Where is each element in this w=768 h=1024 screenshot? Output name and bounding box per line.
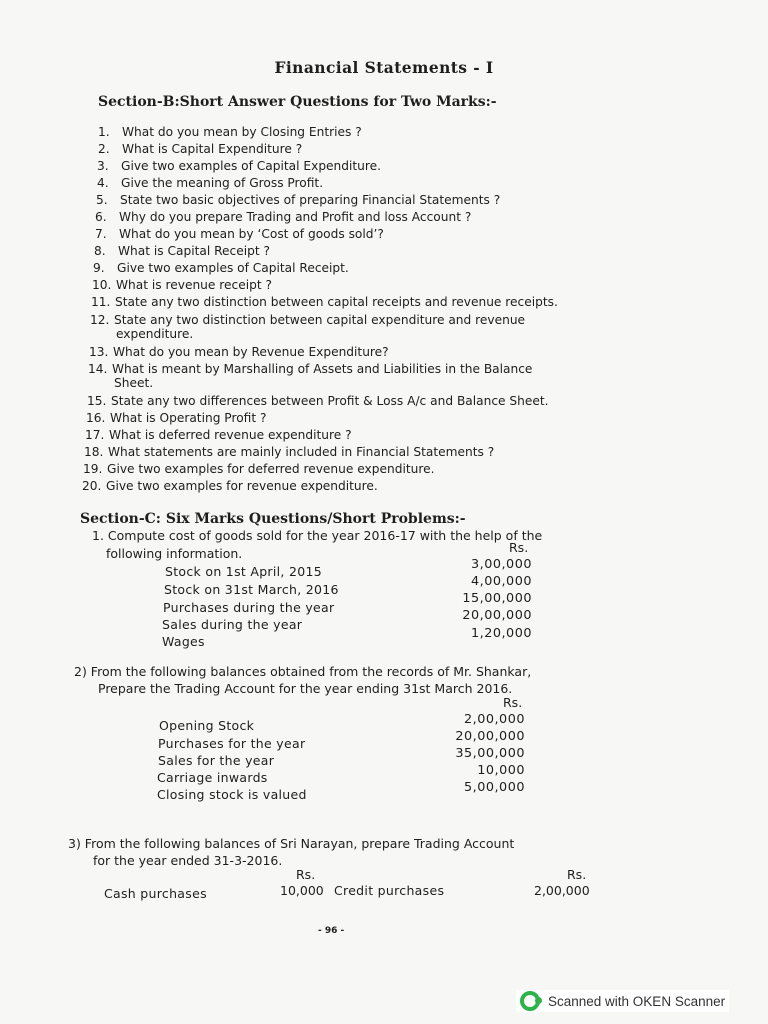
- item-label: Stock on 31st March, 2016: [164, 582, 339, 597]
- question-text: State any two distinction between capital receipts and revenue receipts.: [115, 295, 558, 309]
- page-number: - 96 -: [318, 926, 345, 936]
- question-text: What is meant by Marshalling of Assets and Liabilities in the Balance: [112, 362, 533, 376]
- question-text: Give two examples of Capital Receipt.: [117, 261, 349, 275]
- item-amount: 2,00,000: [464, 712, 525, 727]
- question-number: 20.: [82, 479, 102, 493]
- question-text: Give two examples for deferred revenue expenditure.: [107, 462, 435, 476]
- question-item: [97, 158, 381, 174]
- item-amount: 20,00,000: [462, 608, 532, 623]
- item-amount: 3,00,000: [471, 557, 532, 572]
- question-text: State two basic objectives of preparing Financial Statements ?: [120, 193, 501, 207]
- currency-header-right: Rs.: [567, 867, 587, 882]
- question-item: [90, 312, 525, 328]
- item-amount: 5,00,000: [464, 780, 525, 795]
- question-text: What is Operating Profit ?: [110, 411, 267, 425]
- question-number: 3.: [97, 159, 109, 173]
- question-number: 7.: [95, 227, 107, 241]
- question-number: 6.: [95, 210, 107, 224]
- question-number: 1.: [98, 125, 110, 139]
- currency-header-left: Rs.: [296, 867, 316, 882]
- item-label: Stock on 1st April, 2015: [165, 564, 322, 579]
- question-item: [87, 393, 549, 409]
- item-amount: 15,00,000: [462, 591, 532, 606]
- question-number: 13.: [89, 345, 109, 359]
- problem-statement-cont: for the year ended 31-3-2016.: [93, 853, 283, 868]
- question-item: [95, 226, 384, 242]
- question-text: State any two differences between Profit & Loss A/c and Balance Sheet.: [111, 394, 549, 408]
- watermark-text: Scanned with OKEN Scanner: [548, 993, 726, 1009]
- question-item: [86, 410, 266, 426]
- problem-statement: 3) From the following balances of Sri Narayan, prepare Trading Account: [68, 836, 515, 851]
- question-number: 12.: [90, 313, 110, 327]
- question-number: 5.: [96, 193, 108, 207]
- question-text: State any two distinction between capital expenditure and revenue: [114, 313, 526, 327]
- item-label: Carriage inwards: [157, 770, 268, 785]
- question-text: Give two examples for revenue expenditure.: [106, 479, 378, 493]
- question-number: 14.: [88, 362, 108, 376]
- item-label: Credit purchases: [334, 883, 445, 898]
- problem-statement-cont: following information.: [106, 546, 243, 561]
- question-number: 4.: [97, 176, 109, 190]
- question-text: What statements are mainly included in Financial Statements ?: [108, 445, 495, 459]
- question-item: [89, 344, 389, 360]
- question-item: [83, 461, 434, 477]
- currency-header: Rs.: [503, 695, 523, 710]
- question-number: 8.: [94, 244, 106, 258]
- question-item: [91, 294, 558, 310]
- question-text: What is Capital Expenditure ?: [122, 142, 303, 156]
- question-text: What is deferred revenue expenditure ?: [109, 428, 352, 442]
- item-amount: 10,000: [280, 883, 324, 898]
- question-text: Give two examples of Capital Expenditure.: [121, 159, 382, 173]
- question-item: [84, 444, 494, 460]
- question-text: What do you mean by ‘Cost of goods sold’?: [119, 227, 384, 241]
- item-amount: 10,000: [477, 763, 525, 778]
- question-item: [95, 209, 471, 225]
- problem-statement: 1. Compute cost of goods sold for the year 2016-17 with the help of the: [92, 528, 543, 543]
- question-text: What is revenue receipt ?: [116, 278, 272, 292]
- problem-statement: 2) From the following balances obtained from the records of Mr. Shankar,: [74, 664, 532, 679]
- question-number: 2.: [98, 142, 110, 156]
- question-item: [97, 175, 323, 191]
- item-amount: 4,00,000: [471, 574, 532, 589]
- question-item: [85, 427, 352, 443]
- oken-logo-icon: [520, 991, 540, 1011]
- item-label: Opening Stock: [159, 718, 255, 733]
- question-text: What do you mean by Revenue Expenditure?: [113, 345, 389, 359]
- item-amount: 20,00,000: [455, 729, 525, 744]
- page-title: Financial Statements - I: [274, 58, 494, 77]
- question-number: 18.: [84, 445, 104, 459]
- question-number: 15.: [87, 394, 107, 408]
- item-label: Sales during the year: [162, 617, 303, 632]
- item-label: Purchases during the year: [163, 600, 335, 615]
- item-amount: 35,00,000: [455, 746, 525, 761]
- item-label: Wages: [162, 634, 205, 649]
- item-label: Sales for the year: [158, 753, 275, 768]
- question-text: What do you mean by Closing Entries ?: [122, 125, 362, 139]
- item-amount: 1,20,000: [471, 626, 532, 641]
- currency-header: Rs.: [509, 540, 529, 555]
- question-text: Give the meaning of Gross Profit.: [121, 176, 324, 190]
- item-label: Purchases for the year: [158, 736, 306, 751]
- question-number: 16.: [86, 411, 106, 425]
- question-text: What is Capital Receipt ?: [118, 244, 270, 258]
- section-c-heading: Section-C: Six Marks Questions/Short Problems:-: [80, 511, 466, 527]
- question-number: 17.: [85, 428, 105, 442]
- question-number: 9.: [93, 261, 105, 275]
- question-continuation: Sheet.: [114, 376, 154, 390]
- question-item: [88, 361, 532, 377]
- scanner-watermark: [516, 990, 729, 1012]
- item-amount: 2,00,000: [534, 883, 590, 898]
- question-item: [92, 277, 272, 293]
- item-label: Closing stock is valued: [157, 787, 307, 802]
- question-item: [98, 124, 362, 140]
- question-item: [93, 260, 349, 276]
- question-number: 19.: [83, 462, 103, 476]
- question-continuation: expenditure.: [116, 327, 194, 341]
- section-b-heading: Section-B:Short Answer Questions for Two Marks:-: [98, 94, 497, 110]
- question-number: 11.: [91, 295, 111, 309]
- problem-statement-cont: Prepare the Trading Account for the year ending 31st March 2016.: [98, 681, 513, 696]
- question-item: [98, 141, 302, 157]
- question-text: Why do you prepare Trading and Profit and loss Account ?: [119, 210, 472, 224]
- question-item: [82, 478, 378, 494]
- question-number: 10.: [92, 278, 112, 292]
- question-item: [94, 243, 270, 259]
- question-item: [96, 192, 500, 208]
- item-label: Cash purchases: [104, 886, 207, 901]
